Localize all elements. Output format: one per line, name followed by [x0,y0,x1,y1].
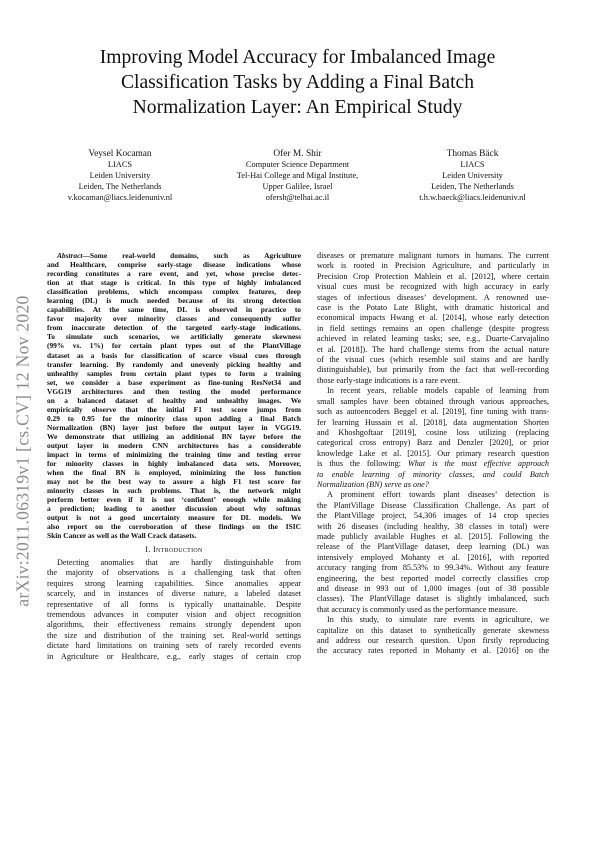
abstract-line: We demonstrate that utilizing an additional BN layer before the [47,431,301,441]
abstract-line: dataset as a basis for classification of scarce visual cues through [47,350,301,360]
abstract-line: Skin Cancer as well as the Wall Crack datasets. [47,531,197,541]
body-line: et al. [2018]). The hard challenge stems from the actual nature [317,344,549,354]
research-question-line: to enable learning of minority classes, and could Batch [317,469,549,479]
abstract-line: impact in terms of minimizing the training time and testing error [47,450,301,460]
abstract-line: Normalization (BN) layer just before the output layer in VGG19. [47,422,301,432]
abstract [47,251,301,541]
author-block [40,148,555,212]
abstract-line: from inaccurate detection of the targeted early-stage indications. [47,323,301,333]
title-line: Classification Tasks by Adding a Final Batch [120,72,475,93]
abstract-line: minority classes in such problems. That is, the network might [47,486,301,496]
abstract-line: output layer in modern CNN architectures has a considerable [47,440,301,450]
body-line: the PlantVillage Disease Classification Challenge. As part of [317,500,549,510]
body-line: and Khoshgoftaar [2019], cosine loss utilizing (replacing [317,427,549,437]
body-line: intensively employed Mohanty et al. [2016], with reported [317,552,549,562]
abstract-line: Abstract—Some real-world domains, such as Agriculture [57,251,301,260]
abstract-line: when the final BN is employed, minimizing the loss function [47,468,301,478]
arxiv-identifier-stamp [10,255,36,647]
body-line: In this study, to simulate rare events in agriculture, we [327,615,549,625]
abstract-line: VGG19 architectures and then testing the model performance [47,386,301,396]
body-line: in field settings remains an open challenge (despite progress [317,323,549,333]
author-affiliation: LIACS [460,160,485,169]
abstract-line: transfer learning. By randomly and unevenly picking healthy and [47,359,301,369]
body-line: categorical cross entropy) Barz and Denzler [2020], or prior [317,438,549,448]
body-line: is thus the following: What is the most effective approach [317,459,550,469]
body-line: case is the Potato Late Blight, with dramatic historical and [317,303,549,313]
author-affiliation: Computer Science Department [245,160,350,169]
author-affiliation: Leiden University [89,170,151,180]
abstract-line: recording constitutes a rare event, and yet, whose precise detec- [47,269,301,279]
abstract-line: perform better even if it is not ‘confident’ enough while making [47,495,301,505]
paper-title [40,45,555,120]
body-line: the size and distribution of the training set. Real-world settings [47,630,301,640]
abstract-line: a prediction; leading to another discussion about why softmax [47,504,301,514]
author-affiliation: Leiden, The Netherlands [78,181,162,191]
paragraph-1 [317,251,549,386]
abstract-line: favor majority over minority classes and consequently suffer [47,314,301,324]
body-line: that accuracy is commonly used as the performance measure. [317,604,518,614]
body-line: Precision Crop Protection Mahlein et al. [2012], where certain [317,271,549,281]
body-line: distinguishable), but primarily from the fact that well-recording [317,365,549,375]
introduction-body [47,558,301,662]
body-line: of the visual cues (which resemble soil stains and are hardly [317,355,549,365]
body-line: the accuracy rates reported in Mohanty et al. [2016] on the [317,646,549,656]
body-line: economical impacts Hwang et al. [2014], whose early detection [317,313,549,323]
body-line: achieved in related learning tasks; see, e.g., Duarte-Carvajalino [317,334,549,344]
body-line: fer learning Hussain et al. [2018], data augmentation Shorten [317,417,549,427]
body-line: requires strong learning capabilities. Since anomalies appear [47,578,301,588]
left-column [47,251,301,662]
body-line: dictate hard limitations on training sets of rarely recorded events [47,641,301,651]
abstract-line: classification problems, which encompass complex features, deep [47,287,301,297]
body-line: with 26 diseases (including healthy, 38 classes in total) were [317,521,549,531]
body-line: and disease in 993 out of 1,000 images (out of 38 possible [317,584,549,593]
research-question: What is the most effective approach [407,459,550,469]
abstract-line: capabilities. At the same time, DL is observed in practice to [47,305,301,315]
abstract-line: To simulate such scenarios, we artificially generate skewness [47,332,301,342]
body-line: release of the PlantVillage dataset, deep learning (DL) was [317,542,549,552]
abstract-line: (99% vs. 1%) for certain plant types out of the PlantVillage [47,341,301,351]
author-1 [45,148,195,204]
author-2 [220,148,375,204]
body-line: knowledge Lake et al. [2015]. Our primary research question [317,448,549,458]
body-line: In recent years, reliable models capable of learning from [327,386,549,396]
abstract-lead: Abstract [57,251,83,260]
author-email: v.kocaman@liacs.leidenuniv.nl [67,192,173,202]
body-line: classes). The PlantVillage dataset is slightly imbalanced, such [317,594,549,604]
author-email: ofersh@telhai.ac.il [265,192,330,202]
body-line: engineering, the best reported model correctly classifies crop [317,573,549,583]
body-line: made publicly available Hughes et al. [2015]. Following the [317,531,549,541]
abstract-line: may not be the best way to assure a high F1 test score for [47,477,301,487]
right-column [317,251,549,657]
title-line: Improving Model Accuracy for Imbalanced Image [99,47,496,68]
body-line: representative of all forms is typically unattainable. Despite [47,599,301,609]
abstract-line: 0.29 to 0.95 for the minority class upon adding a final Batch [47,413,301,423]
paragraph-3 [317,490,549,615]
body-line: algorithms, their effectiveness remains strongly dependent upon [47,620,301,630]
abstract-line: unhealthy samples from certain plant types to form a training [47,368,301,378]
author-3 [395,148,550,204]
body-line: scarcely, and in instances of diverse nature, a labeled dataset [47,589,301,599]
abstract-line: for minority classes in highly imbalanced data sets. Moreover, [47,459,301,469]
body-line: the PlantVillage project, 54,306 images of 14 crop species [317,511,549,521]
body-line: capitalize on this dataset to synthetically generate skewness [317,625,549,635]
body-line: in Agriculture or Healthcare, e.g., early stages of certain crop [47,651,301,661]
body-line: those early-stage indications is a rare event. [317,375,460,385]
body-line: accuracy ranging from 85.53% to 99.34%. Without any feature [317,563,549,573]
author-affiliation: Leiden University [442,170,503,180]
paragraph-2 [317,386,549,490]
title-line: Normalization Layer: An Empirical Study [132,97,463,118]
body-line: stages of infectious diseases’ development. A renowned use- [317,292,549,302]
body-line: diseases or premature malignant tumors in humans. The current [317,251,549,260]
author-name: Thomas Bäck [446,149,499,159]
body-line: the majority of observations is a challenging task that often [47,568,301,578]
author-name: Ofer M. Shir [273,149,322,159]
section-heading-introduction: I. Introduction [145,544,203,554]
author-affiliation: Tel-Hai College and Migal Institute, [236,170,359,180]
abstract-line: set, we consider a base experiment as fine-tuning ResNet34 and [47,377,301,387]
body-line: A prominent effort towards plant diseases’ detection is [327,490,549,500]
author-affiliation: Upper Galilee, Israel [262,181,333,191]
abstract-line: on a balanced dataset of healthy and unhealthy images. We [47,395,301,405]
author-name: Veysel Kocaman [88,149,152,159]
body-line: such as autoencoders Beggel et al. [2019], fine tuning with trans- [317,407,549,417]
paragraph-4 [317,615,549,657]
body-line: tremendous advances in computer vision and object recognition [47,609,301,619]
abstract-line: tion at that stage is critical. In this type of highly imbalanced [47,278,301,288]
arxiv-identifier-text: arXiv:2011.06319v1 [cs.CV] 12 Nov 2020 [12,295,33,607]
abstract-line: also report on the corroboration of these findings on the ISIC [47,522,301,532]
abstract-line: output is not a good uncertainty measure for DL models. We [47,513,301,523]
research-question-line: Normalization (BN) serve as one? [317,479,429,489]
abstract-line: and Healthcare, comprise early-stage disease indications whose [47,260,301,270]
abstract-line: learning (DL) is much needed because of its strong detection [47,296,301,306]
body-line: small samples have been obtained through various approaches, [317,396,549,406]
author-affiliation: LIACS [107,160,133,169]
author-email: t.h.w.baeck@liacs.leidenuniv.nl [419,192,526,202]
body-line: work is rooted in Precision Agriculture, and particularly in [317,261,549,271]
body-line: and address our research question. Upon firstly reproducing [317,636,549,646]
body-line: Detecting anomalies that are hardly distinguishable from [57,557,301,567]
author-affiliation: Leiden, The Netherlands [431,181,514,191]
abstract-line: empirically observe that the initial F1 test score jumps from [47,404,301,414]
body-line: visual cues must be recognized with high accuracy in early [317,282,549,292]
